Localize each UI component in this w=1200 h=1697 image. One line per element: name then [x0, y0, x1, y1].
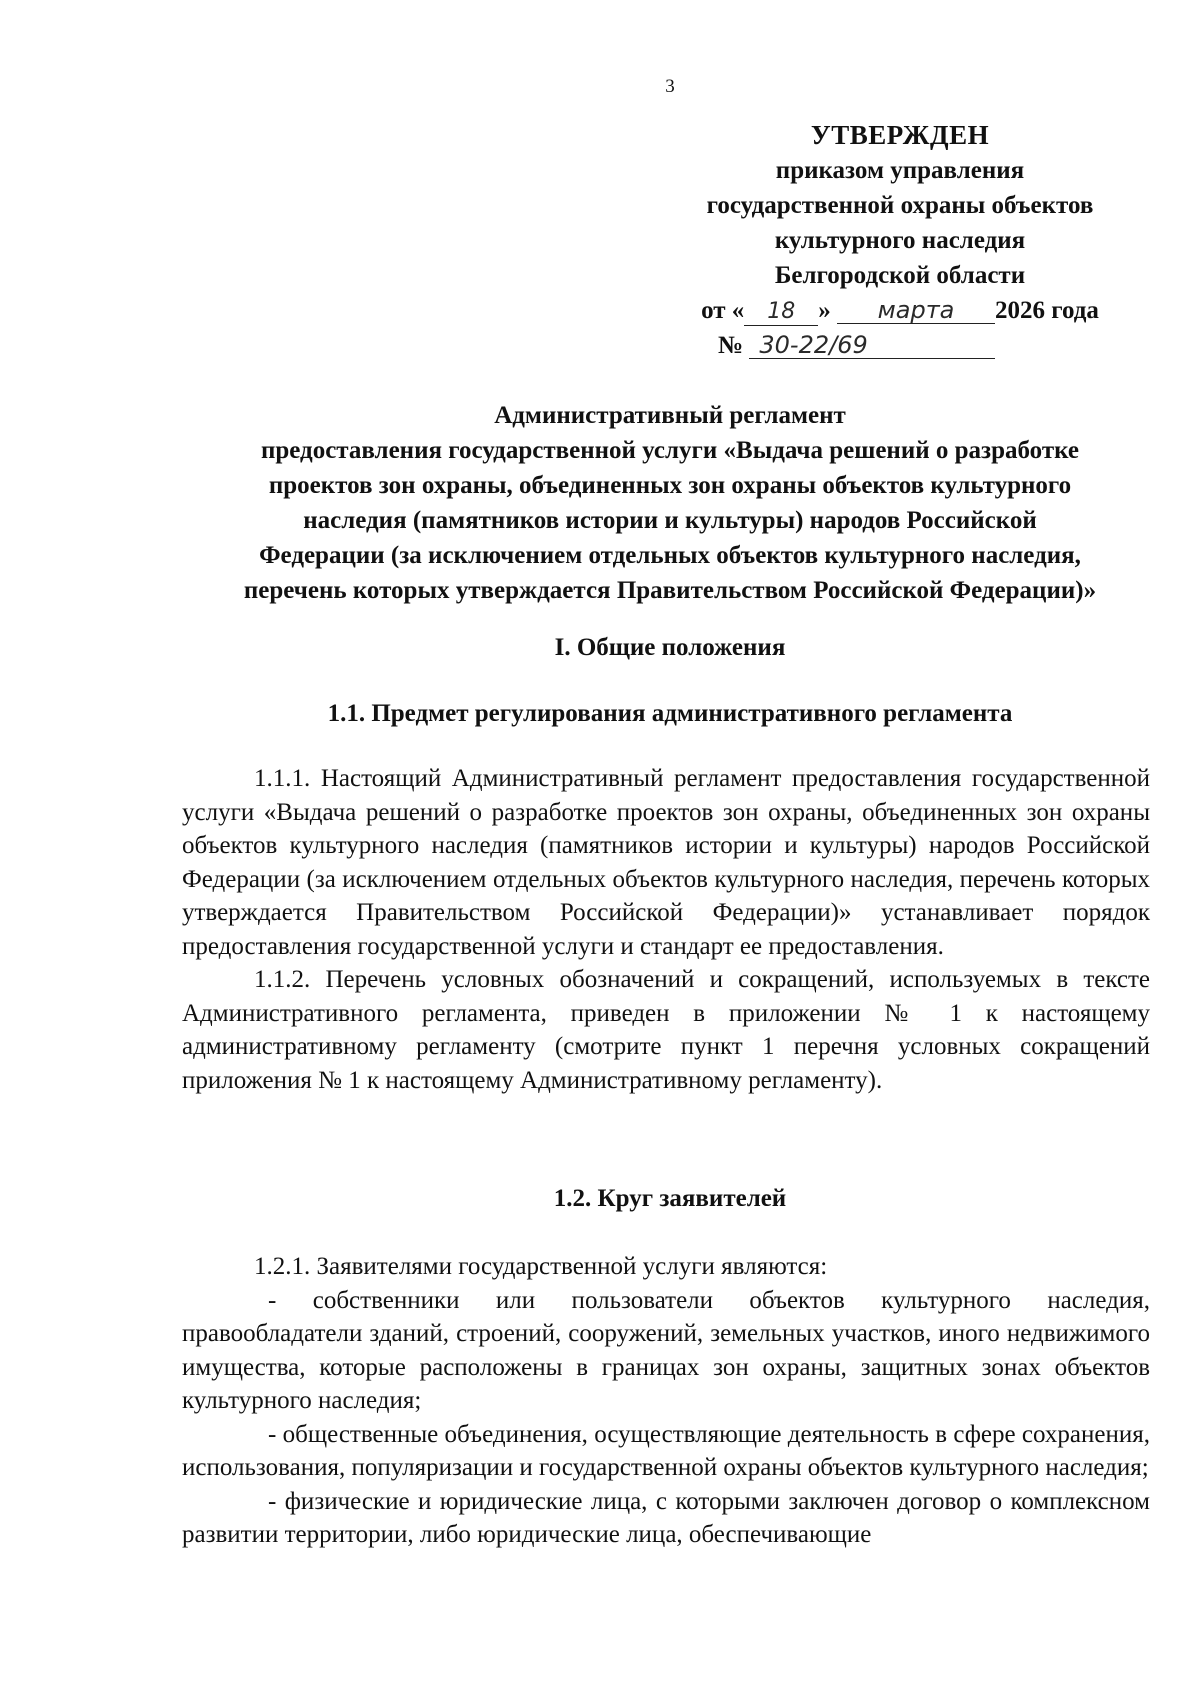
handwritten-day: 18	[744, 299, 818, 326]
handwritten-number: 30-22/69	[749, 332, 995, 359]
paragraph: 1.2.1. Заявителями государственной услуги являются:	[254, 1253, 828, 1280]
handwritten-month: марта	[837, 297, 995, 324]
document-title-line: проектов зон охраны, объединенных зон охраны объектов культурного	[268, 472, 1072, 499]
list-item: - общественные объединения, осуществляющие деятельность в сфере сохранения, использования, популяризации и государственной охраны объектов культурного наследия;	[182, 1420, 1150, 1481]
list-item: - собственники или пользователи объектов культурного наследия, правообладатели зданий, строений, сооружений, земельных участков, иного недвижимого имущества, которые расположены в границах зон охраны, защитных зонах объектов культурного наследия;	[182, 1286, 1150, 1414]
date-year: 2026 года	[995, 297, 1099, 324]
document-title-line: наследия (памятников истории и культуры) народов Российской	[303, 507, 1037, 534]
section-1-title: I. Общие положения	[554, 634, 786, 661]
approval-line: государственной охраны объектов	[706, 192, 1094, 219]
document-title-line: перечень которых утверждается Правительством Российской Федерации)»	[243, 577, 1097, 604]
subsection-1-1-body	[182, 762, 1150, 1097]
document-title-line: Административный регламент	[494, 402, 846, 429]
document-title-line: предоставления государственной услуги «Выдача решений о разработке	[260, 437, 1079, 464]
date-mid: »	[818, 297, 831, 324]
number-prefix: №	[718, 332, 744, 359]
subsection-1-2-title: 1.2. Круг заявителей	[553, 1185, 787, 1212]
paragraph: 1.1.1. Настоящий Административный регламент предоставления государственной услуги «Выдача решений о разработке проектов зон охраны, объединенных зон охраны объектов культурного наследия (памятников истории и культуры) народов Российской Федерации (за исключением отдельных объектов культурного наследия, перечень которых утверждается Правительством Российской Федерации)» устанавливает порядок предоставления государственной услуги и стандарт ее предоставления.	[182, 765, 1150, 960]
date-prefix: от «	[701, 297, 745, 324]
approval-number-line	[640, 328, 1160, 363]
approval-line: приказом управления	[775, 157, 1025, 184]
approval-date-line	[640, 293, 1160, 328]
approval-stamp-block	[640, 118, 1160, 363]
list-item: - физические и юридические лица, с которыми заключен договор о комплексном развитии территории, либо юридические лица, обеспечивающие	[182, 1487, 1150, 1548]
approval-title: УТВЕРЖДЕН	[810, 120, 990, 150]
document-title	[182, 398, 1158, 608]
approval-line: культурного наследия	[774, 227, 1026, 254]
approval-line: Белгородской области	[774, 262, 1026, 289]
subsection-1-2-body	[182, 1250, 1150, 1552]
page-number: 3	[665, 76, 675, 97]
document-title-line: Федерации (за исключением отдельных объектов культурного наследия,	[259, 542, 1081, 569]
subsection-1-1-title: 1.1. Предмет регулирования административного регламента	[327, 700, 1013, 727]
paragraph: 1.1.2. Перечень условных обозначений и сокращений, используемых в тексте Административного регламента, приведен в приложении № 1 к настоящему административному регламенту (смотрите пункт 1 перечня условных сокращений приложения № 1 к настоящему Административному регламенту).	[182, 966, 1150, 1094]
